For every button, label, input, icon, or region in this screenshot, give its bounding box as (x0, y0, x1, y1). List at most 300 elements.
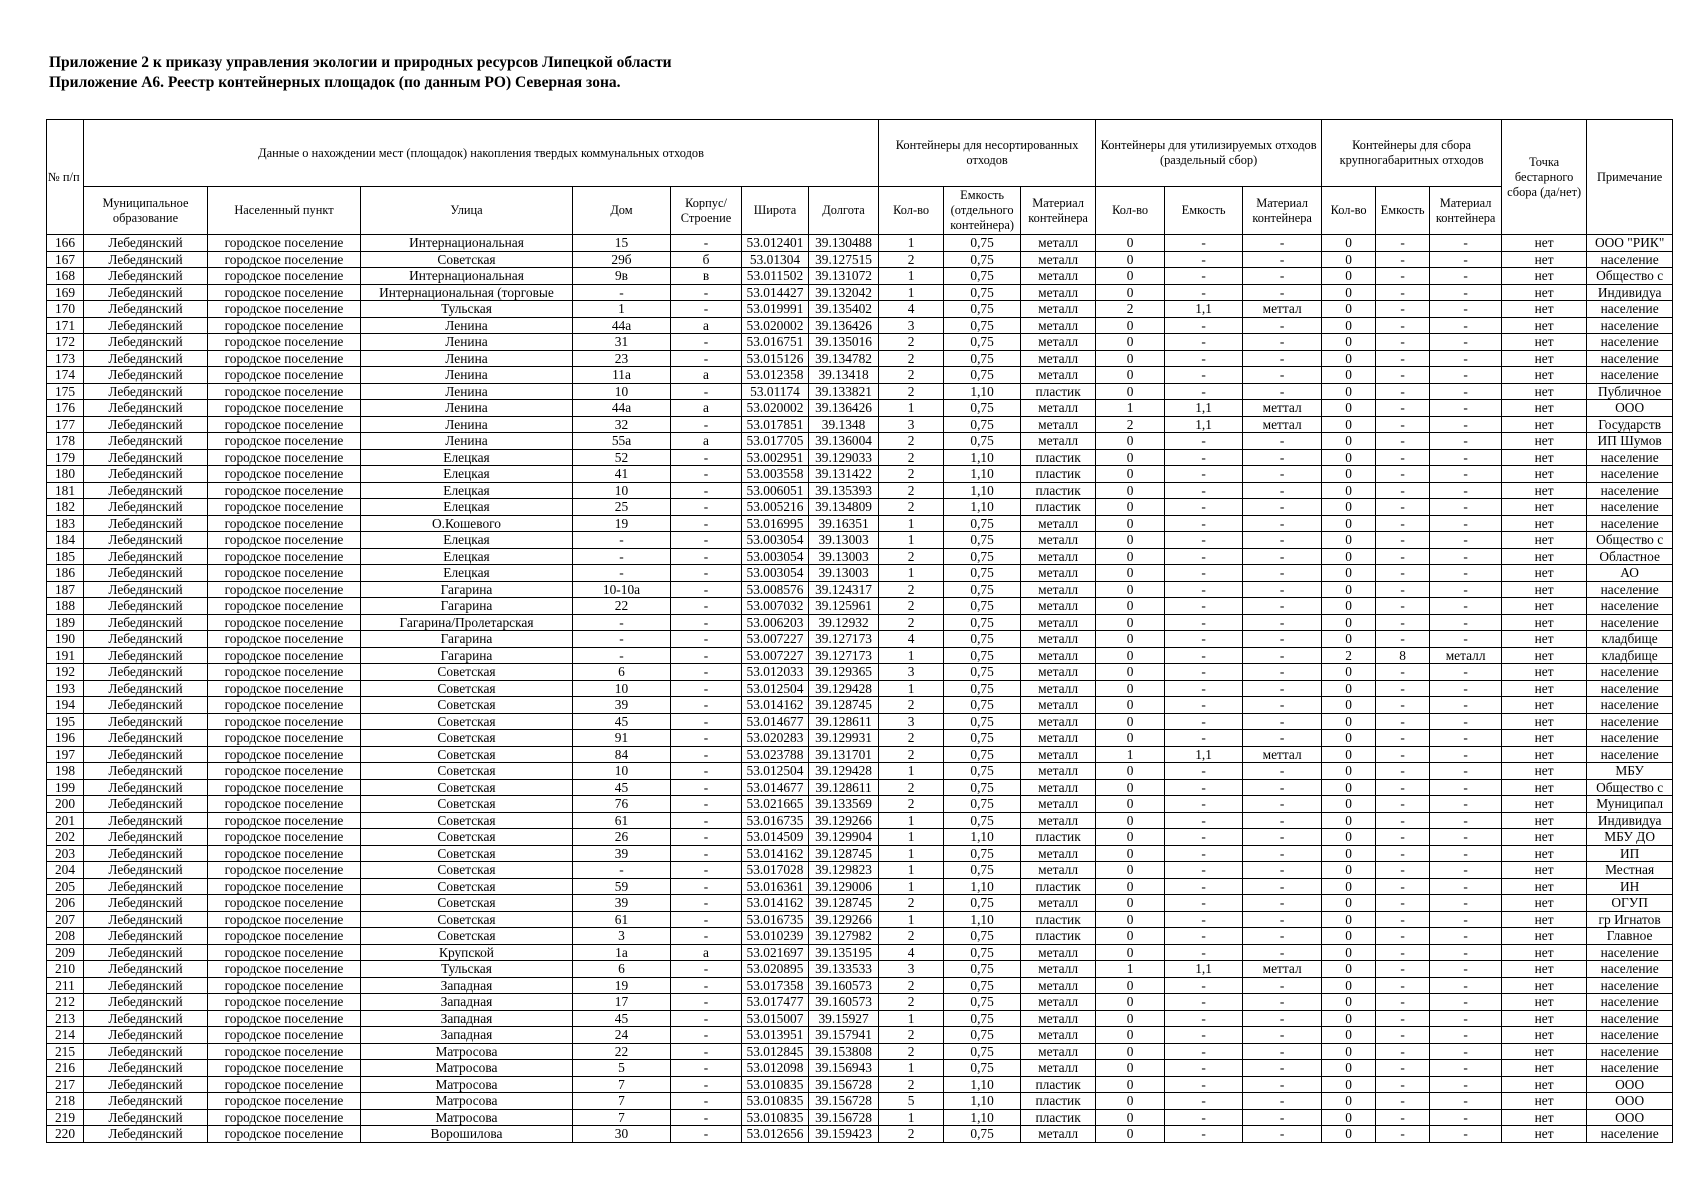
cell-house: 6 (573, 664, 671, 681)
cell-unsorted-count: 3 (879, 317, 944, 334)
cell-bulky-count: 0 (1322, 416, 1376, 433)
cell-house: 7 (573, 1076, 671, 1093)
cell-settlement: городское поселение (208, 449, 361, 466)
cell-street: Ленина (361, 383, 573, 400)
cell-unsorted-capacity: 0,75 (944, 1027, 1021, 1044)
cell-latitude: 53.012845 (742, 1043, 809, 1060)
cell-settlement: городское поселение (208, 746, 361, 763)
cell-bulky-count: 0 (1322, 977, 1376, 994)
cell-recyclable-material: - (1243, 697, 1322, 714)
cell-unsorted-capacity: 0,75 (944, 268, 1021, 285)
cell-unsorted-capacity: 0,75 (944, 680, 1021, 697)
cell-recyclable-material: - (1243, 235, 1322, 252)
cell-unsorted-capacity: 0,75 (944, 581, 1021, 598)
header-building: Корпус/ Строение (671, 187, 742, 235)
cell-house: - (573, 284, 671, 301)
cell-municipality: Лебедянский (84, 911, 208, 928)
cell-municipality: Лебедянский (84, 499, 208, 516)
table-row (47, 1109, 1673, 1126)
cell-municipality: Лебедянский (84, 812, 208, 829)
cell-municipality: Лебедянский (84, 713, 208, 730)
cell-bulky-material: - (1430, 598, 1502, 615)
cell-bulky-capacity: - (1376, 664, 1430, 681)
cell-bulky-count: 0 (1322, 994, 1376, 1011)
cell-recyclable-material: - (1243, 367, 1322, 384)
table-row (47, 631, 1673, 648)
cell-house: 26 (573, 829, 671, 846)
cell-unsorted-material: металл (1021, 581, 1096, 598)
cell-bulky-material: - (1430, 614, 1502, 631)
cell-bagless-point: нет (1502, 1126, 1587, 1143)
cell-settlement: городское поселение (208, 301, 361, 318)
cell-house: 10 (573, 680, 671, 697)
cell-building: - (671, 1126, 742, 1143)
cell-building: - (671, 416, 742, 433)
cell-street: Интернациональная (361, 268, 573, 285)
cell-bulky-capacity: - (1376, 713, 1430, 730)
cell-num: 200 (47, 796, 84, 813)
cell-remark: население (1587, 449, 1673, 466)
cell-settlement: городское поселение (208, 532, 361, 549)
cell-unsorted-capacity: 1,10 (944, 1109, 1021, 1126)
header-bagless-point: Точка бестарного сбора (да/нет) (1502, 120, 1587, 235)
cell-unsorted-count: 2 (879, 746, 944, 763)
cell-remark: Местная (1587, 862, 1673, 879)
cell-latitude: 53.017705 (742, 433, 809, 450)
cell-recyclable-count: 0 (1096, 928, 1165, 945)
cell-settlement: городское поселение (208, 334, 361, 351)
cell-street: Ленина (361, 433, 573, 450)
cell-recyclable-count: 0 (1096, 911, 1165, 928)
cell-recyclable-capacity: - (1165, 664, 1243, 681)
cell-building: - (671, 515, 742, 532)
cell-num: 216 (47, 1060, 84, 1077)
table-row (47, 697, 1673, 714)
cell-recyclable-capacity: - (1165, 1043, 1243, 1060)
cell-bulky-material: - (1430, 812, 1502, 829)
cell-unsorted-count: 3 (879, 664, 944, 681)
cell-bulky-count: 0 (1322, 1076, 1376, 1093)
cell-unsorted-material: металл (1021, 334, 1096, 351)
cell-unsorted-material: металл (1021, 1043, 1096, 1060)
cell-bulky-material: - (1430, 482, 1502, 499)
cell-unsorted-material: металл (1021, 961, 1096, 978)
cell-building: - (671, 565, 742, 582)
cell-num: 201 (47, 812, 84, 829)
header-bulky-capacity: Емкость (1376, 187, 1430, 235)
cell-house: - (573, 614, 671, 631)
cell-recyclable-count: 0 (1096, 499, 1165, 516)
cell-remark: население (1587, 746, 1673, 763)
cell-house: - (573, 548, 671, 565)
cell-bulky-count: 0 (1322, 911, 1376, 928)
cell-building: а (671, 317, 742, 334)
cell-unsorted-count: 2 (879, 499, 944, 516)
cell-building: - (671, 284, 742, 301)
cell-num: 193 (47, 680, 84, 697)
cell-remark: население (1587, 1027, 1673, 1044)
cell-recyclable-capacity: - (1165, 812, 1243, 829)
cell-building: - (671, 301, 742, 318)
cell-recyclable-material: меттал (1243, 400, 1322, 417)
cell-unsorted-count: 2 (879, 482, 944, 499)
cell-unsorted-material: металл (1021, 779, 1096, 796)
cell-street: Гагарина/Пролетарская (361, 614, 573, 631)
cell-unsorted-capacity: 0,75 (944, 647, 1021, 664)
cell-municipality: Лебедянский (84, 796, 208, 813)
cell-municipality: Лебедянский (84, 433, 208, 450)
table-row (47, 367, 1673, 384)
cell-unsorted-count: 1 (879, 878, 944, 895)
cell-bulky-count: 0 (1322, 284, 1376, 301)
cell-bulky-capacity: - (1376, 1060, 1430, 1077)
cell-bulky-count: 0 (1322, 730, 1376, 747)
cell-bagless-point: нет (1502, 614, 1587, 631)
cell-bulky-count: 0 (1322, 796, 1376, 813)
cell-num: 187 (47, 581, 84, 598)
cell-unsorted-material: пластик (1021, 466, 1096, 483)
cell-longitude: 39.13003 (809, 548, 879, 565)
header-recyclable-capacity: Емкость (1165, 187, 1243, 235)
cell-num: 194 (47, 697, 84, 714)
cell-street: Елецкая (361, 548, 573, 565)
cell-house: 44а (573, 400, 671, 417)
cell-settlement: городское поселение (208, 416, 361, 433)
cell-street: Матросова (361, 1043, 573, 1060)
cell-building: - (671, 779, 742, 796)
cell-longitude: 39.133821 (809, 383, 879, 400)
cell-bagless-point: нет (1502, 928, 1587, 945)
cell-municipality: Лебедянский (84, 746, 208, 763)
cell-unsorted-material: металл (1021, 532, 1096, 549)
table-row (47, 532, 1673, 549)
header-settlement: Населенный пункт (208, 187, 361, 235)
cell-unsorted-count: 2 (879, 994, 944, 1011)
cell-latitude: 53.008576 (742, 581, 809, 598)
cell-building: - (671, 581, 742, 598)
cell-num: 212 (47, 994, 84, 1011)
cell-settlement: городское поселение (208, 763, 361, 780)
cell-recyclable-material: - (1243, 581, 1322, 598)
cell-municipality: Лебедянский (84, 301, 208, 318)
cell-municipality: Лебедянский (84, 565, 208, 582)
cell-longitude: 39.129904 (809, 829, 879, 846)
cell-recyclable-material: - (1243, 482, 1322, 499)
cell-num: 203 (47, 845, 84, 862)
cell-unsorted-count: 2 (879, 367, 944, 384)
cell-bagless-point: нет (1502, 664, 1587, 681)
cell-bagless-point: нет (1502, 647, 1587, 664)
cell-latitude: 53.016361 (742, 878, 809, 895)
table-row (47, 1010, 1673, 1027)
cell-unsorted-material: металл (1021, 367, 1096, 384)
cell-building: - (671, 796, 742, 813)
header-latitude: Широта (742, 187, 809, 235)
cell-unsorted-material: металл (1021, 301, 1096, 318)
cell-bulky-material: - (1430, 713, 1502, 730)
cell-remark: население (1587, 515, 1673, 532)
cell-longitude: 39.132042 (809, 284, 879, 301)
table-row (47, 961, 1673, 978)
cell-recyclable-count: 0 (1096, 317, 1165, 334)
cell-municipality: Лебедянский (84, 350, 208, 367)
cell-latitude: 53.01174 (742, 383, 809, 400)
cell-remark: население (1587, 614, 1673, 631)
cell-street: Советская (361, 746, 573, 763)
cell-bulky-count: 0 (1322, 680, 1376, 697)
cell-longitude: 39.129365 (809, 664, 879, 681)
table-row (47, 416, 1673, 433)
table-row (47, 664, 1673, 681)
cell-unsorted-material: металл (1021, 1010, 1096, 1027)
cell-bulky-material: - (1430, 779, 1502, 796)
cell-house: 76 (573, 796, 671, 813)
cell-latitude: 53.010835 (742, 1093, 809, 1110)
cell-unsorted-material: металл (1021, 565, 1096, 582)
cell-longitude: 39.156728 (809, 1109, 879, 1126)
cell-bagless-point: нет (1502, 680, 1587, 697)
cell-latitude: 53.014162 (742, 697, 809, 714)
cell-bulky-material: - (1430, 961, 1502, 978)
cell-unsorted-capacity: 0,75 (944, 301, 1021, 318)
cell-unsorted-capacity: 0,75 (944, 944, 1021, 961)
table-row (47, 581, 1673, 598)
container-sites-register-table (46, 119, 1673, 1143)
cell-remark: население (1587, 961, 1673, 978)
cell-unsorted-material: металл (1021, 235, 1096, 252)
cell-longitude: 39.128611 (809, 779, 879, 796)
cell-unsorted-capacity: 0,75 (944, 614, 1021, 631)
table-row (47, 779, 1673, 796)
cell-unsorted-count: 1 (879, 1109, 944, 1126)
table-row (47, 1093, 1673, 1110)
cell-bulky-capacity: - (1376, 994, 1430, 1011)
cell-unsorted-count: 1 (879, 565, 944, 582)
cell-bulky-material: - (1430, 499, 1502, 516)
cell-longitude: 39.157941 (809, 1027, 879, 1044)
cell-house: 1 (573, 301, 671, 318)
header-recyclable-group: Контейнеры для утилизируемых отходов (раздельный сбор) (1096, 120, 1322, 187)
cell-unsorted-capacity: 0,75 (944, 433, 1021, 450)
cell-bulky-material: - (1430, 1076, 1502, 1093)
cell-bulky-count: 0 (1322, 664, 1376, 681)
cell-recyclable-capacity: - (1165, 895, 1243, 912)
cell-longitude: 39.127173 (809, 631, 879, 648)
cell-unsorted-capacity: 0,75 (944, 400, 1021, 417)
cell-unsorted-count: 1 (879, 862, 944, 879)
cell-bulky-capacity: - (1376, 730, 1430, 747)
cell-bagless-point: нет (1502, 581, 1587, 598)
cell-recyclable-count: 0 (1096, 334, 1165, 351)
cell-settlement: городское поселение (208, 730, 361, 747)
cell-house: 23 (573, 350, 671, 367)
cell-recyclable-material: - (1243, 466, 1322, 483)
cell-latitude: 53.005216 (742, 499, 809, 516)
cell-recyclable-capacity: - (1165, 845, 1243, 862)
cell-longitude: 39.156728 (809, 1076, 879, 1093)
cell-unsorted-material: пластик (1021, 911, 1096, 928)
cell-municipality: Лебедянский (84, 449, 208, 466)
table-row (47, 548, 1673, 565)
cell-house: 7 (573, 1093, 671, 1110)
cell-latitude: 53.012656 (742, 1126, 809, 1143)
cell-house: - (573, 631, 671, 648)
cell-house: 5 (573, 1060, 671, 1077)
cell-longitude: 39.127515 (809, 251, 879, 268)
cell-longitude: 39.129428 (809, 763, 879, 780)
cell-num: 211 (47, 977, 84, 994)
cell-bagless-point: нет (1502, 466, 1587, 483)
cell-settlement: городское поселение (208, 845, 361, 862)
cell-unsorted-count: 2 (879, 1027, 944, 1044)
cell-street: Западная (361, 1027, 573, 1044)
cell-remark: кладбище (1587, 631, 1673, 648)
cell-recyclable-capacity: - (1165, 499, 1243, 516)
cell-num: 197 (47, 746, 84, 763)
cell-settlement: городское поселение (208, 284, 361, 301)
cell-unsorted-count: 1 (879, 1010, 944, 1027)
cell-building: - (671, 746, 742, 763)
cell-unsorted-count: 1 (879, 763, 944, 780)
cell-unsorted-material: металл (1021, 647, 1096, 664)
cell-latitude: 53.013951 (742, 1027, 809, 1044)
cell-bagless-point: нет (1502, 977, 1587, 994)
cell-house: 55а (573, 433, 671, 450)
header-municipality: Муниципальное образование (84, 187, 208, 235)
cell-bulky-material: - (1430, 878, 1502, 895)
cell-bulky-material: - (1430, 251, 1502, 268)
cell-unsorted-capacity: 0,75 (944, 862, 1021, 879)
cell-house: 10 (573, 482, 671, 499)
cell-bulky-capacity: - (1376, 1093, 1430, 1110)
cell-municipality: Лебедянский (84, 977, 208, 994)
cell-bagless-point: нет (1502, 383, 1587, 400)
header-house: Дом (573, 187, 671, 235)
cell-municipality: Лебедянский (84, 1093, 208, 1110)
cell-remark: население (1587, 367, 1673, 384)
table-row (47, 994, 1673, 1011)
cell-remark: Общество с (1587, 532, 1673, 549)
cell-settlement: городское поселение (208, 1027, 361, 1044)
cell-unsorted-material: пластик (1021, 928, 1096, 945)
cell-recyclable-material: - (1243, 1060, 1322, 1077)
cell-bulky-count: 0 (1322, 367, 1376, 384)
cell-recyclable-capacity: - (1165, 796, 1243, 813)
cell-remark: кладбище (1587, 647, 1673, 664)
cell-recyclable-capacity: - (1165, 268, 1243, 285)
cell-street: Гагарина (361, 647, 573, 664)
cell-street: Гагарина (361, 598, 573, 615)
cell-num: 191 (47, 647, 84, 664)
cell-longitude: 39.125961 (809, 598, 879, 615)
cell-num: 190 (47, 631, 84, 648)
cell-unsorted-capacity: 1,10 (944, 829, 1021, 846)
cell-recyclable-capacity: - (1165, 1027, 1243, 1044)
cell-recyclable-count: 0 (1096, 1126, 1165, 1143)
cell-recyclable-count: 1 (1096, 400, 1165, 417)
table-row (47, 317, 1673, 334)
cell-recyclable-material: - (1243, 763, 1322, 780)
cell-bulky-count: 0 (1322, 598, 1376, 615)
cell-street: Советская (361, 895, 573, 912)
cell-recyclable-capacity: - (1165, 713, 1243, 730)
cell-bagless-point: нет (1502, 1076, 1587, 1093)
cell-street: Ленина (361, 350, 573, 367)
cell-street: О.Кошевого (361, 515, 573, 532)
cell-house: 61 (573, 812, 671, 829)
cell-municipality: Лебедянский (84, 878, 208, 895)
cell-bulky-material: - (1430, 862, 1502, 879)
cell-building: - (671, 1076, 742, 1093)
cell-unsorted-capacity: 0,75 (944, 548, 1021, 565)
cell-street: Советская (361, 911, 573, 928)
cell-recyclable-capacity: - (1165, 1126, 1243, 1143)
table-header (47, 120, 1673, 235)
cell-latitude: 53.016751 (742, 334, 809, 351)
cell-bagless-point: нет (1502, 895, 1587, 912)
cell-remark: МБУ ДО (1587, 829, 1673, 846)
cell-unsorted-capacity: 0,75 (944, 713, 1021, 730)
cell-longitude: 39.128745 (809, 895, 879, 912)
cell-bulky-capacity: - (1376, 235, 1430, 252)
cell-recyclable-material: - (1243, 730, 1322, 747)
cell-recyclable-count: 0 (1096, 763, 1165, 780)
cell-latitude: 53.002951 (742, 449, 809, 466)
cell-bulky-capacity: - (1376, 1076, 1430, 1093)
cell-street: Советская (361, 713, 573, 730)
header-unsorted-material: Материал контейнера (1021, 187, 1096, 235)
cell-unsorted-material: пластик (1021, 878, 1096, 895)
cell-house: 45 (573, 1010, 671, 1027)
cell-longitude: 39.156943 (809, 1060, 879, 1077)
cell-unsorted-capacity: 0,75 (944, 1126, 1021, 1143)
cell-bulky-capacity: - (1376, 499, 1430, 516)
cell-bulky-count: 0 (1322, 961, 1376, 978)
table-row (47, 449, 1673, 466)
cell-building: - (671, 928, 742, 945)
cell-latitude: 53.017358 (742, 977, 809, 994)
cell-building: - (671, 1010, 742, 1027)
cell-house: 19 (573, 977, 671, 994)
cell-bagless-point: нет (1502, 482, 1587, 499)
cell-recyclable-count: 0 (1096, 862, 1165, 879)
cell-num: 205 (47, 878, 84, 895)
cell-bagless-point: нет (1502, 235, 1587, 252)
cell-latitude: 53.01304 (742, 251, 809, 268)
table-row (47, 251, 1673, 268)
cell-bulky-material: - (1430, 515, 1502, 532)
cell-bulky-capacity: - (1376, 268, 1430, 285)
cell-remark: население (1587, 301, 1673, 318)
cell-unsorted-material: металл (1021, 317, 1096, 334)
cell-latitude: 53.020283 (742, 730, 809, 747)
cell-num: 214 (47, 1027, 84, 1044)
cell-num: 218 (47, 1093, 84, 1110)
cell-bulky-capacity: - (1376, 548, 1430, 565)
cell-bulky-material: - (1430, 350, 1502, 367)
cell-unsorted-count: 1 (879, 647, 944, 664)
cell-remark: Главное (1587, 928, 1673, 945)
cell-municipality: Лебедянский (84, 829, 208, 846)
cell-recyclable-capacity: - (1165, 548, 1243, 565)
cell-recyclable-count: 0 (1096, 482, 1165, 499)
cell-building: - (671, 647, 742, 664)
cell-longitude: 39.1348 (809, 416, 879, 433)
cell-unsorted-material: металл (1021, 680, 1096, 697)
cell-unsorted-capacity: 0,75 (944, 317, 1021, 334)
cell-house: 3 (573, 928, 671, 945)
cell-bulky-capacity: - (1376, 796, 1430, 813)
